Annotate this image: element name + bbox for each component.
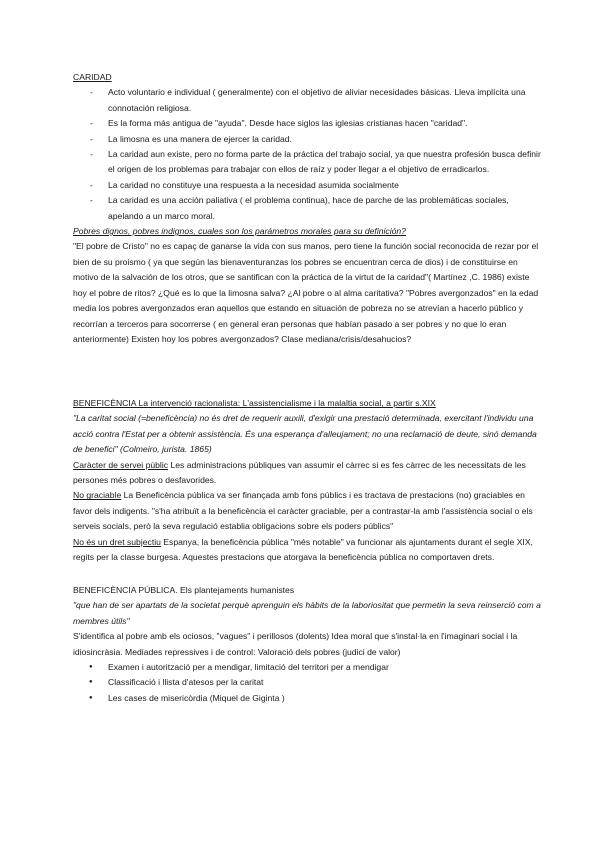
list-item: ● Les cases de misericòrdia (Miquel de Giginta ) [73, 691, 543, 706]
dret-paragraph [73, 535, 543, 566]
list-item: - La caridad no constituye una respuesta a la necesidad asumida socialmente [73, 178, 543, 193]
caridad-section [73, 70, 543, 347]
list-item: ● Examen i autorització per a mendigar, limitació del territori per a mendigar [73, 660, 543, 675]
list-item: - Acto voluntario e individual ( generalmente) con el objetivo de aliviar necesidades básicas. Lleva implícita una connotación religiosa. [73, 85, 543, 116]
beneficencia-heading-rest: La intervenció racionalista: L'assistencialisme i la malaltia social, a partir s.XIX [136, 398, 436, 408]
servei-text: Les administracions públiques van assumir el càrrec si es fes càrrec de les necessitats de les persones més pobres o desfavorides. [73, 459, 526, 486]
beneficencia-heading [73, 396, 543, 411]
publica-quote: "que han de ser apartats de la societat perquè aprenguin els hàbits de la laboriositat que permetin la seva reinserció com a membres útils" [73, 600, 541, 626]
beneficencia-quote: "La caritat social (=beneficència) no és dret de requerir auxili, d'exigir una prestació determinada, exercitant l'individu una acció contra l'Estat per a obtenir assistència. És una esperança d'alleujament; no una reclamació de deute, sinó demanda de benefici" (Colmeiro, jurista. 1865) [73, 413, 537, 455]
graciable-text: La Beneficència pública va ser finançada amb fons públics i es tractava de prestacions (no) graciables en favor dels indigents. "s'ha atribuït a la beneficència el caràcter graciable, per a contrastar-la amb l'assistència social o els serveis socials, però la seva regulació establia obligacions sobre els poders públics" [73, 490, 533, 532]
caridad-list [73, 85, 543, 224]
publica-section [73, 583, 543, 706]
publica-heading: BENEFICÈNCIA PÚBLICA. Els plantejaments humanistes [73, 585, 295, 595]
list-item: ● Classificació i llista d'atesos per la caritat [73, 675, 543, 690]
list-item: - La caridad es una acción paliativa ( el problema continua), hace de parche de las problemáticas sociales, apelando a un marco moral. [73, 193, 543, 224]
list-item: - Es la forma más antigua de "ayuda". Desde hace siglos las iglesias cristianas hacen "caridad". [73, 116, 543, 131]
publica-paragraph: S'identifica al pobre amb els ociosos, "vagues" i perillosos (dolents) Idea moral que s'instal·la en l'imaginari social i la idiosincràsia. Mediades repressives i de control: Valoració dels pobres (judici de valor) [73, 631, 518, 657]
caridad-heading: CARIDAD [73, 72, 112, 82]
list-item: - La caridad aun existe, pero no forma parte de la práctica del trabajo social, ya que nuestra profesión busca definir el origen de los problemas para trabajar con ellos de raíz y poder llegar a el objetivo de erradicarlos. [73, 147, 543, 178]
list-item: - La limosna es una manera de ejercer la caridad. [73, 132, 543, 147]
servei-paragraph [73, 458, 543, 489]
servei-label: Caràcter de servei públic [73, 459, 169, 470]
caridad-paragraph: "El pobre de Cristo" no es capaç de ganarse la vida con sus manos, pero tiene la función social reconocida de rezar por el bien de su proismo ( ya que según las bienaventuranzas los pobres se encuentran cerca de dios) i de constituirse en motivo de la salvación de los otros, que se santifican con la práctica de la virtut de la caridad"( Martínez ,C. 1986) existe hoy el pobre de ritos? ¿Qué es lo que la limosna salva? ¿Al pobre o al alma caritativa? "Pobres avergonzados" en la edad media los pobres avergonzados eran aquellos que estando en situación de pobreza no se atrevían a hacerlo público y recorrían a terceros para socorrerse ( en general eran personas que habían pasado a ser pobres y no que lo eran anteriormente) Existen hoy los pobres avergonzados? Clase mediana/crisis/desahucios? [73, 241, 539, 344]
beneficencia-section [73, 396, 543, 565]
caridad-question: Pobres dignos, pobres indignos, cuales son los parámetros morales para su definición? [73, 226, 406, 237]
dret-label: No és un dret subjectiu [73, 536, 161, 547]
graciable-label: No graciable [73, 490, 122, 501]
beneficencia-heading-label: BENEFICÈNCIA [73, 398, 137, 408]
dret-text: Espanya, la beneficència pública "més notable" va funcionar als ajuntaments durant el segle XIX, regits per la classe burgesa. Aquestes prestacions que atorgava la beneficència pública no comportaven drets. [73, 536, 533, 563]
graciable-paragraph [73, 488, 543, 534]
publica-list [73, 660, 543, 706]
